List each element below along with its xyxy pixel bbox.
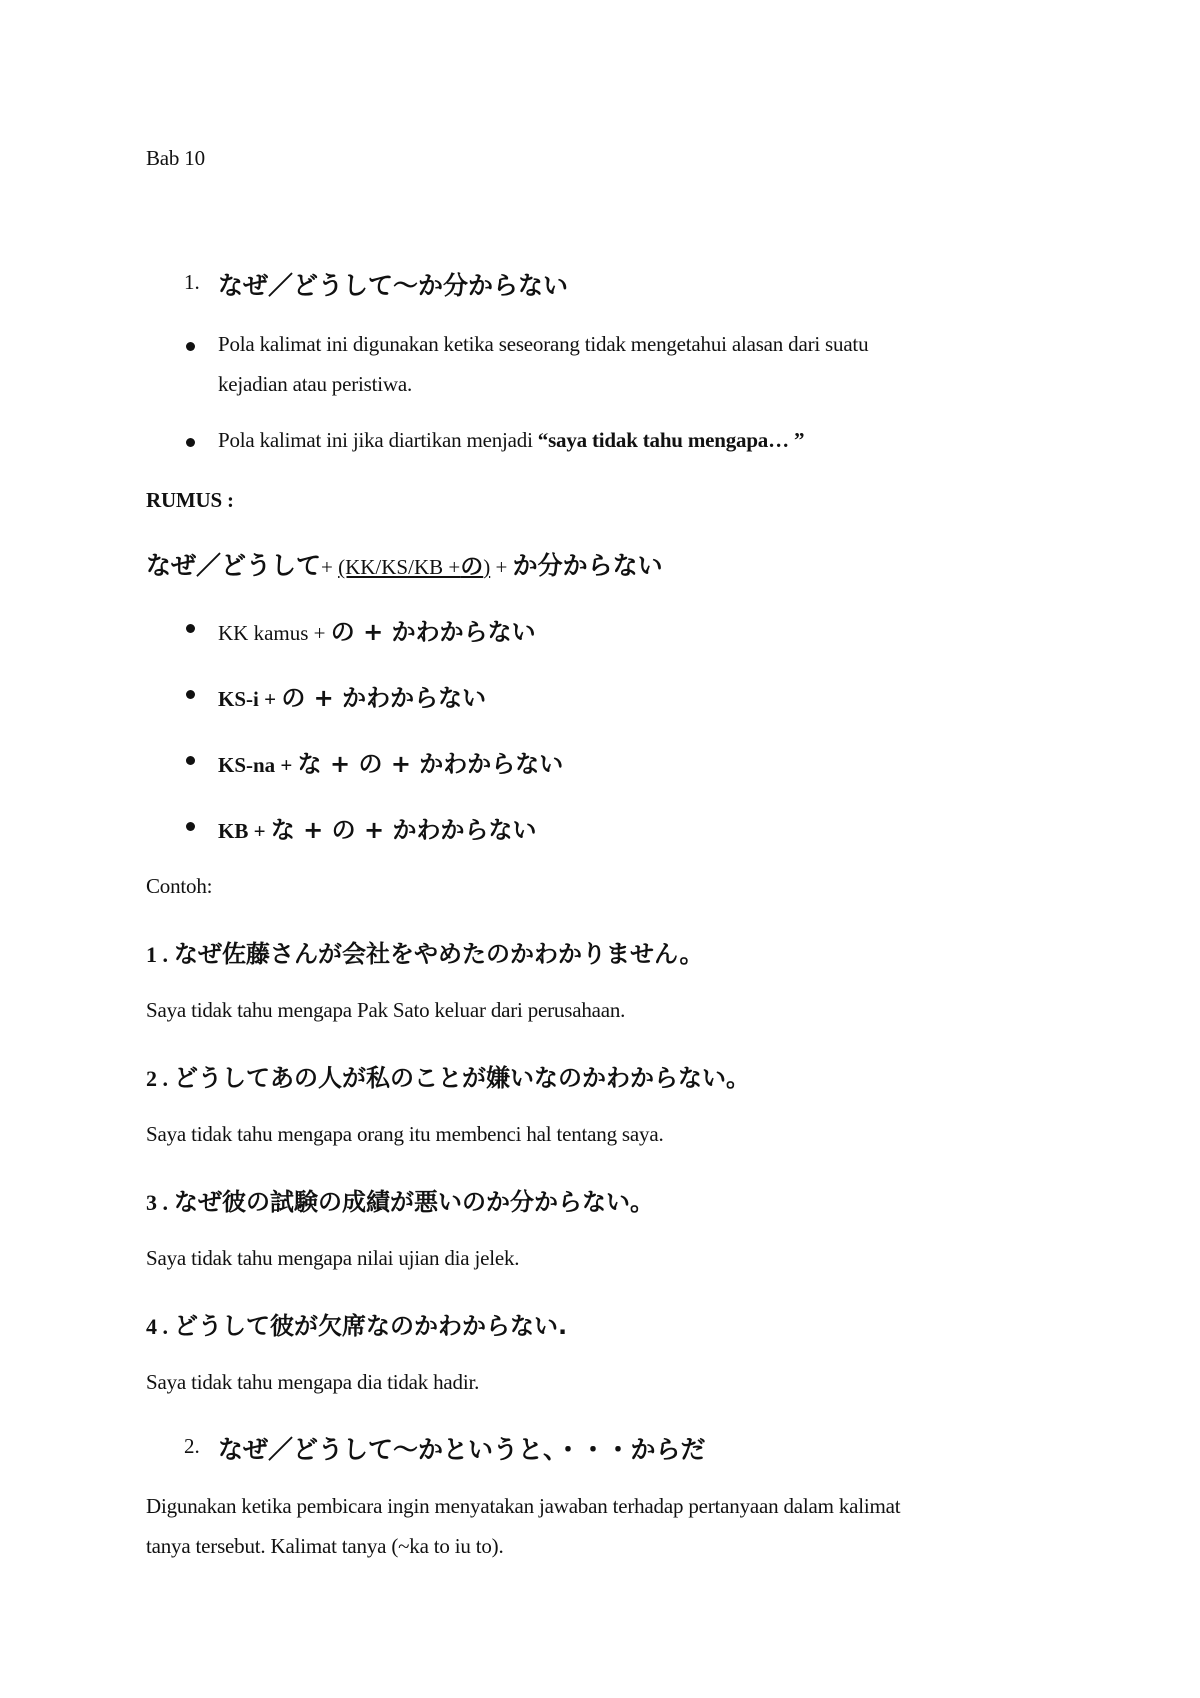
example-1-sentence: なぜ佐藤さんが会社をやめたのかわかりません。 xyxy=(174,940,704,968)
chapter-heading: Bab 10 xyxy=(146,146,205,170)
example-4-jp xyxy=(146,1306,567,1341)
rule-2-latin: KS-i + xyxy=(218,687,282,711)
example-1-jp xyxy=(146,934,703,969)
rule-3 xyxy=(218,744,563,779)
example-1-number: 1 . xyxy=(146,942,168,967)
bullet-dot xyxy=(186,822,195,831)
section-2-desc-line-2: tanya tersebut. Kalimat tanya (~ka to iu to). xyxy=(146,1534,504,1558)
rule-3-jp: な + の + かわからない xyxy=(297,750,564,778)
section-2-number: 2. xyxy=(184,1434,200,1458)
bullet-2-text: Pola kalimat ini jika diartikan menjadi xyxy=(218,428,538,452)
bullet-2 xyxy=(218,428,804,453)
formula-kk-ks-kb: (KK/KS/KB + xyxy=(338,555,461,579)
bullet-dot xyxy=(186,342,195,351)
example-2-sentence: どうしてあの人が私のことが嫌いなのかわからない。 xyxy=(174,1064,750,1092)
formula xyxy=(146,546,663,582)
rule-1 xyxy=(218,612,536,647)
example-2-translation: Saya tidak tahu mengapa orang itu membenci hal tentang saya. xyxy=(146,1122,664,1146)
bullet-dot xyxy=(186,756,195,765)
contoh-label: Contoh: xyxy=(146,874,213,898)
example-3-translation: Saya tidak tahu mengapa nilai ujian dia jelek. xyxy=(146,1246,520,1270)
formula-close: ) xyxy=(483,555,491,579)
example-2-jp xyxy=(146,1058,750,1093)
section-2-title: なぜ／どうして～かというと、・・・からだ xyxy=(218,1435,706,1464)
example-3-sentence: なぜ彼の試験の成績が悪いのか分からない。 xyxy=(174,1188,654,1216)
example-4-number: 4 . xyxy=(146,1314,168,1339)
bullet-2-bold: “saya tidak tahu mengapa… ” xyxy=(537,428,805,452)
example-2-number: 2 . xyxy=(146,1066,168,1091)
bullet-1-line-1: Pola kalimat ini digunakan ketika seseorang tidak mengetahui alasan dari suatu xyxy=(218,332,869,356)
formula-ka-wakaranai: か分からない xyxy=(512,551,663,580)
formula-paren xyxy=(338,555,490,579)
rumus-label: RUMUS : xyxy=(146,488,234,512)
section-1-title: なぜ／どうして～か分からない xyxy=(218,271,569,300)
rule-3-latin: KS-na + xyxy=(218,753,298,777)
formula-plus-2: + xyxy=(490,555,513,579)
section-2-desc-line-1: Digunakan ketika pembicara ingin menyatakan jawaban terhadap pertanyaan dalam kalimat xyxy=(146,1494,901,1518)
example-3-jp xyxy=(146,1182,654,1217)
rule-4-jp: な + の + かわからない xyxy=(270,816,537,844)
bullet-dot xyxy=(186,624,195,633)
section-1-number: 1. xyxy=(184,270,200,294)
rule-4 xyxy=(218,810,536,845)
bullet-dot xyxy=(186,690,195,699)
example-4-sentence: どうして彼が欠席なのかわからない. xyxy=(174,1312,568,1340)
bullet-1-line-2: kejadian atau peristiwa. xyxy=(218,372,413,396)
example-1-translation: Saya tidak tahu mengapa Pak Sato keluar dari perusahaan. xyxy=(146,998,626,1022)
rule-1-jp: の + かわからない xyxy=(330,618,536,646)
example-3-number: 3 . xyxy=(146,1190,168,1215)
formula-no: の xyxy=(460,554,484,580)
rule-2-jp: の + かわからない xyxy=(281,684,487,712)
rule-2 xyxy=(218,678,486,713)
example-4-translation: Saya tidak tahu mengapa dia tidak hadir. xyxy=(146,1370,480,1394)
bullet-dot xyxy=(186,438,195,447)
rule-1-latin: KK kamus + xyxy=(218,621,331,645)
formula-naze: なぜ／どうして xyxy=(146,551,322,580)
rule-4-latin: KB + xyxy=(218,819,271,843)
formula-plus-1: + xyxy=(321,555,339,579)
